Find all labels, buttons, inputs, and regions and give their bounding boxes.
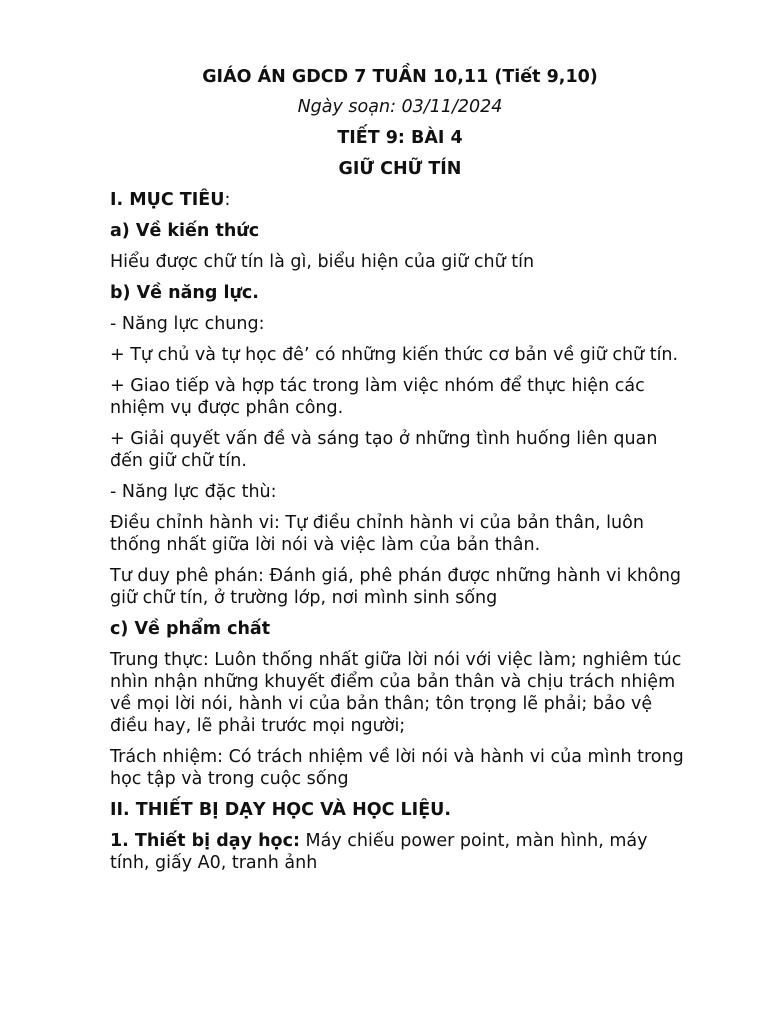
quality-item-2: Trách nhiệm: Có trách nhiệm về lời nói và hành vi của mình trong học tập và trong cuộc sống [110, 747, 684, 789]
knowledge-text: Hiểu được chữ tín là gì, biểu hiện của giữ chữ tín [110, 252, 535, 272]
general-competence-label: - Năng lực chung: [110, 314, 265, 334]
document-body [110, 66, 690, 874]
equipment-text: Máy chiếu power point, màn hình, máy tính, giấy A0, tranh ảnh [110, 831, 648, 873]
section1-heading-text: I. MỤC TIÊU [110, 190, 225, 210]
lesson-number: TIẾT 9: BÀI 4 [337, 128, 463, 148]
lesson-name: GIỮ CHỮ TÍN [338, 159, 462, 179]
general-item-2: + Giao tiếp và hợp tác trong làm việc nhóm để thực hiện các nhiệm vụ được phân công. [110, 376, 645, 418]
sub-b-heading: b) Về năng lực. [110, 283, 259, 303]
specific-competence-label: - Năng lực đặc thù: [110, 482, 277, 502]
equipment-label: 1. Thiết bị dạy học: [110, 831, 300, 851]
specific-item-2: Tư duy phê phán: Đánh giá, phê phán được những hành vi không giữ chữ tín, ở trường lớp, nơi mình sinh sống [110, 566, 682, 608]
document-title: GIÁO ÁN GDCD 7 TUẦN 10,11 (Tiết 9,10) [202, 67, 598, 87]
sub-c-heading: c) Về phẩm chất [110, 619, 271, 639]
general-item-3: + Giải quyết vấn đề và sáng tạo ở những tình huống liên quan đến giữ chữ tín. [110, 429, 658, 471]
section1-heading [110, 189, 690, 211]
sub-a-heading: a) Về kiến thức [110, 221, 260, 241]
section2-heading: II. THIẾT BỊ DẠY HỌC VÀ HỌC LIỆU. [110, 800, 452, 820]
equipment-paragraph [110, 830, 690, 874]
specific-item-1: Điều chỉnh hành vi: Tự điều chỉnh hành vi của bản thân, luôn thống nhất giữa lời nói và việc làm của bản thân. [110, 513, 644, 555]
date-line: Ngày soạn: 03/11/2024 [297, 97, 503, 117]
quality-item-1: Trung thực: Luôn thống nhất giữa lời nói với việc làm; nghiêm túc nhìn nhận những khuyết điểm của bản thân và chịu trách nhiệm về mọi lời nói, hành vi của bản thân; tôn trọng lẽ phải; bảo vệ điều hay, lẽ phải trước mọi người; [110, 650, 682, 736]
section1-colon: : [224, 190, 231, 210]
general-item-1: + Tự chủ và tự học đê’ có những kiến thức cơ bản về giữ chữ tín. [110, 345, 679, 365]
